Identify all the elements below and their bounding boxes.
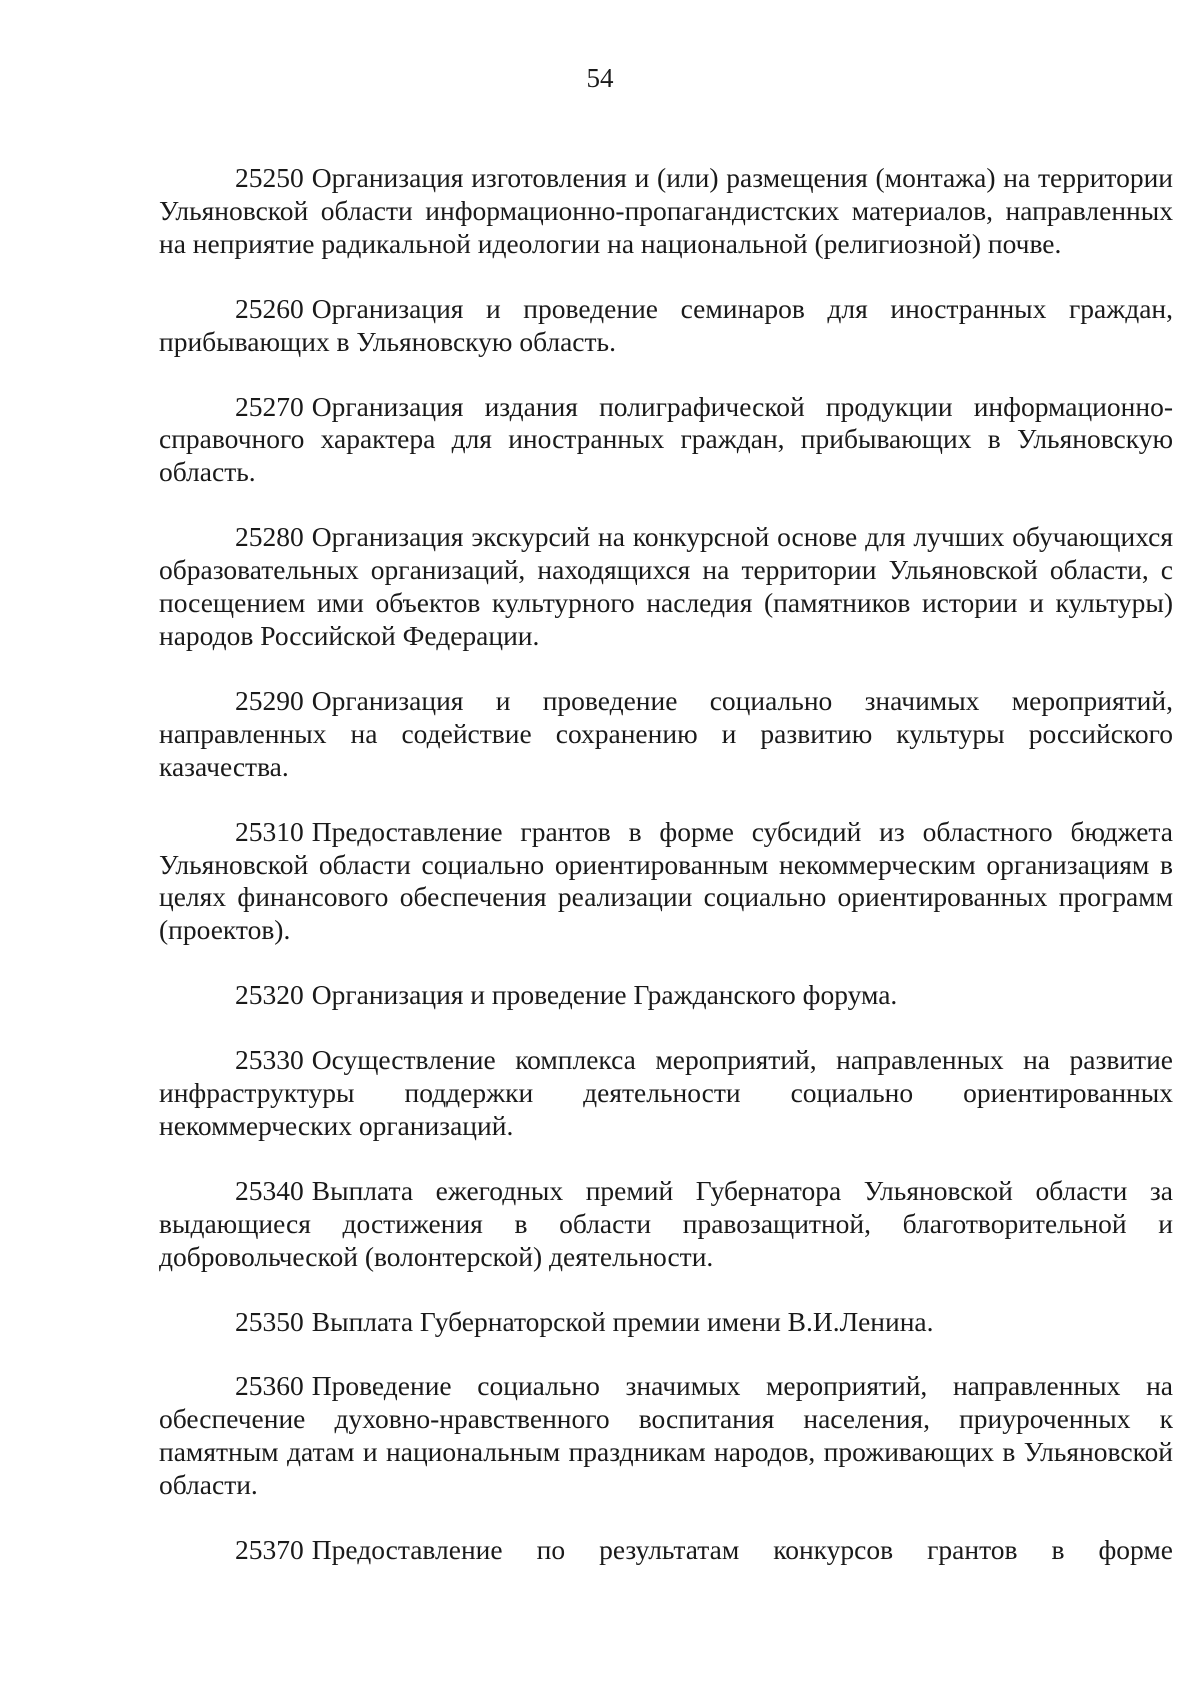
clause-code: 25250 — [235, 162, 304, 193]
clause-code: 25290 — [235, 684, 304, 716]
clause-text: Выплата ежегодных премий Губернатора Ульяновской области за выдающиеся достижения в области правозащитной, благотворительной и добровольческой (волонтерской) деятельности. — [159, 1174, 1173, 1272]
clause-text: Организация экскурсий на конкурсной основе для лучших обучающихся образовательных организаций, находящихся на территории Ульяновской области, с посещением ими объектов культурного наследия (памятников истории и культуры) народов Российской Федерации. — [159, 521, 1173, 651]
clause-text: Предоставление по результатам конкурсов грантов в форме — [311, 1534, 1173, 1566]
clause-25370 — [159, 1534, 1173, 1567]
clause-code: 25320 — [235, 979, 304, 1011]
clause-code: 25280 — [235, 521, 304, 553]
clause-25340 — [159, 1175, 1173, 1274]
page-number: 54 — [586, 63, 614, 93]
clause-25280 — [159, 521, 1173, 653]
clause-25290 — [159, 685, 1173, 784]
clause-text: Организация и проведение социально значимых мероприятий, направленных на содействие сохранению и развитию культуры российского казачества. — [159, 684, 1173, 782]
clause-code: 25310 — [235, 815, 304, 847]
clause-text: Организация и проведение Гражданского форума. — [311, 979, 898, 1011]
document-body — [159, 162, 1173, 1599]
clause-25250 — [159, 162, 1173, 261]
clause-25330 — [159, 1044, 1173, 1143]
clause-25260 — [159, 293, 1173, 359]
clause-text: Организация и проведение семинаров для иностранных граждан, прибывающих в Ульяновскую область. — [159, 292, 1173, 357]
clause-text: Выплата Губернаторской премии имени В.И.Ленина. — [311, 1305, 934, 1337]
clause-code: 25350 — [235, 1305, 304, 1337]
clause-text: Осуществление комплекса мероприятий, направленных на развитие инфраструктуры поддержки деятельности социально ориентированных некоммерческих организаций. — [159, 1044, 1173, 1141]
clause-code: 25260 — [235, 292, 304, 324]
clause-text: Проведение социально значимых мероприятий, направленных на обеспечение духовно-нравственного воспитания населения, приуроченных к памятным датам и национальным праздникам народов, проживающих в Ульяновской области. — [159, 1370, 1173, 1501]
clause-text: Предоставление грантов в форме субсидий из областного бюджета Ульяновской области социально ориентированным некоммерческим организациям в целях финансового обеспечения реализации социально ориентированных программ (проектов). — [159, 815, 1173, 946]
clause-25350 — [159, 1306, 1173, 1339]
clause-code: 25330 — [235, 1044, 304, 1076]
clause-25320 — [159, 979, 1173, 1012]
clause-text: Организация изготовления и (или) размещения (монтажа) на территории Ульяновской области информационно-пропагандистских материалов, направленных на неприятие радикальной идеологии на национальной (религиозной) почве. — [159, 162, 1173, 259]
clause-25360 — [159, 1370, 1173, 1502]
clause-code: 25370 — [235, 1534, 304, 1566]
clause-25270 — [159, 391, 1173, 490]
clause-25310 — [159, 816, 1173, 948]
clause-code: 25340 — [235, 1174, 304, 1206]
clause-text: Организация издания полиграфической продукции информационно-справочного характера для иностранных граждан, прибывающих в Ульяновскую область. — [159, 390, 1173, 488]
clause-code: 25360 — [235, 1370, 304, 1402]
clause-code: 25270 — [235, 390, 304, 422]
